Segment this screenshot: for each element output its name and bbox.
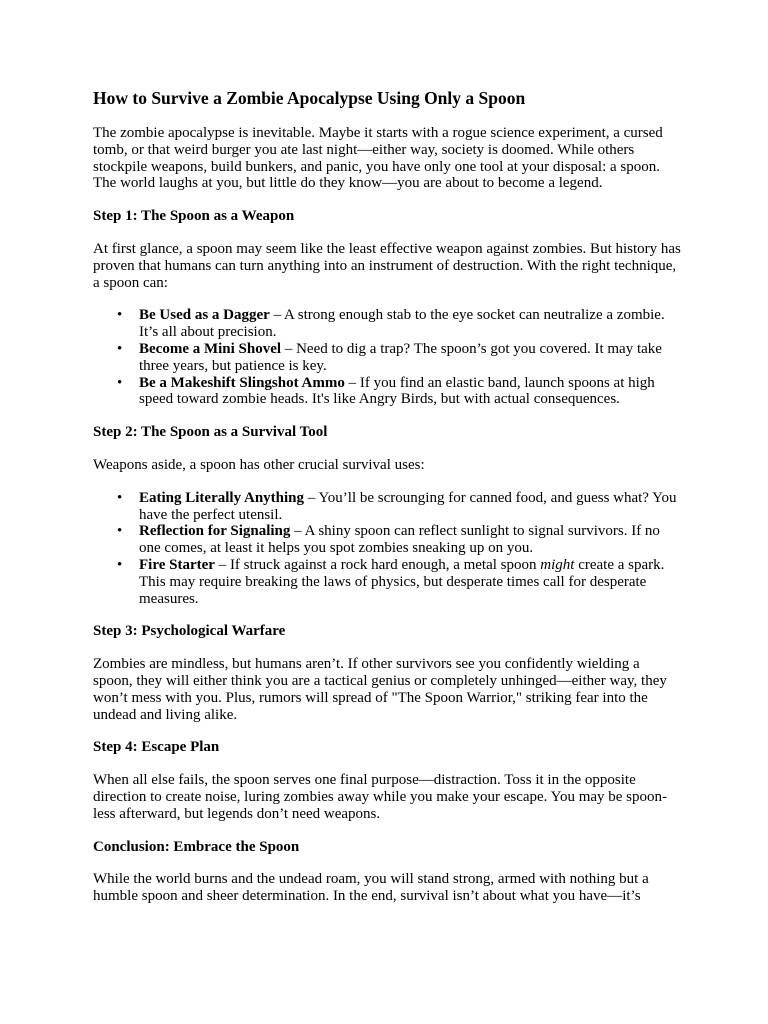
list-item xyxy=(117,523,683,557)
list-item xyxy=(117,489,683,524)
step2-heading: Step 2: The Spoon as a Survival Tool xyxy=(93,424,328,441)
list-item-term: Be a Makeshift Slingshot Ammo xyxy=(139,374,345,391)
bullet-icon: • xyxy=(117,523,123,540)
conclusion-heading: Conclusion: Embrace the Spoon xyxy=(93,838,300,855)
list-item xyxy=(117,307,683,341)
step4-heading: Step 4: Escape Plan xyxy=(93,739,220,756)
step2-paragraph: Weapons aside, a spoon has other crucial survival uses: xyxy=(93,456,425,473)
list-item-term: Eating Literally Anything xyxy=(139,489,305,506)
list-item-desc: – A shiny spoon can reflect sunlight to signal survivors. If no one comes, at least it helps you spot zombies sneaking up on you. xyxy=(139,523,660,557)
list-item-term: Reflection for Signaling xyxy=(139,523,291,540)
bullet-icon: • xyxy=(117,340,123,357)
list-item xyxy=(117,556,683,607)
list-item-term: Be Used as a Dagger xyxy=(139,307,270,324)
list-item-desc: – You’ll be scrounging for canned food, and guess what? You have the perfect utensil. xyxy=(139,489,677,523)
list-item xyxy=(117,340,683,375)
step3-paragraph: Zombies are mindless, but humans aren’t. If other survivors see you confidently wielding a spoon, they will either think you are a tactical genius or completely unhinged—either way, they won’t mess with you. Plus, rumors will spread of "The Spoon Warrior," striking fear into the undead and living alike. xyxy=(93,656,667,723)
step1-paragraph: At first glance, a spoon may seem like the least effective weapon against zombies. But history has proven that humans can turn anything into an instrument of destruction. With the right technique, a spoon can: xyxy=(93,240,681,291)
list-item xyxy=(117,374,683,409)
list-item-desc: – A strong enough stab to the eye socket can neutralize a zombie. It’s all about precision. xyxy=(139,307,665,341)
list-item-desc: – If you find an elastic band, launch spoons at high speed toward zombie heads. It's like Angry Birds, but with actual consequences. xyxy=(139,374,655,408)
step1-heading: Step 1: The Spoon as a Weapon xyxy=(93,208,295,225)
document-title: How to Survive a Zombie Apocalypse Using Only a Spoon xyxy=(93,88,526,108)
intro-paragraph: The zombie apocalypse is inevitable. Maybe it starts with a rogue science experiment, a cursed tomb, or that weird burger you ate last night—either way, society is doomed. While others stockpile weapons, build bunkers, and panic, you have only one tool at your disposal: a spoon. The world laughs at you, but little do they know—you are about to become a legend. xyxy=(93,125,663,192)
bullet-icon: • xyxy=(117,374,123,391)
list-item-desc: – Need to dig a trap? The spoon’s got you covered. It may take three years, but patience is key. xyxy=(139,340,662,374)
list-item-desc-emphasis: might xyxy=(540,556,575,573)
step4-paragraph: When all else fails, the spoon serves one final purpose—distraction. Toss it in the opposite direction to create noise, luring zombies away while you make your escape. You may be spoon-less afterward, but legends don’t need weapons. xyxy=(93,772,668,822)
list-item-term: Fire Starter xyxy=(139,556,215,573)
list-item-desc-before: – If struck against a rock hard enough, a metal spoon xyxy=(214,556,541,573)
bullet-icon: • xyxy=(117,489,123,506)
bullet-icon: • xyxy=(117,556,123,573)
step1-list xyxy=(93,307,683,408)
list-item-desc-after: create a spark. This may require breaking the laws of physics, but desperate times call for desperate measures. xyxy=(139,556,665,607)
bullet-icon: • xyxy=(117,307,123,324)
conclusion-paragraph: While the world burns and the undead roam, you will stand strong, armed with nothing but a humble spoon and sheer determination. In the end, survival isn’t about what you have—it’s xyxy=(93,871,649,905)
list-item-term: Become a Mini Shovel xyxy=(139,340,282,357)
step3-heading: Step 3: Psychological Warfare xyxy=(93,623,286,640)
step2-list xyxy=(93,490,683,608)
document-page xyxy=(93,88,683,921)
